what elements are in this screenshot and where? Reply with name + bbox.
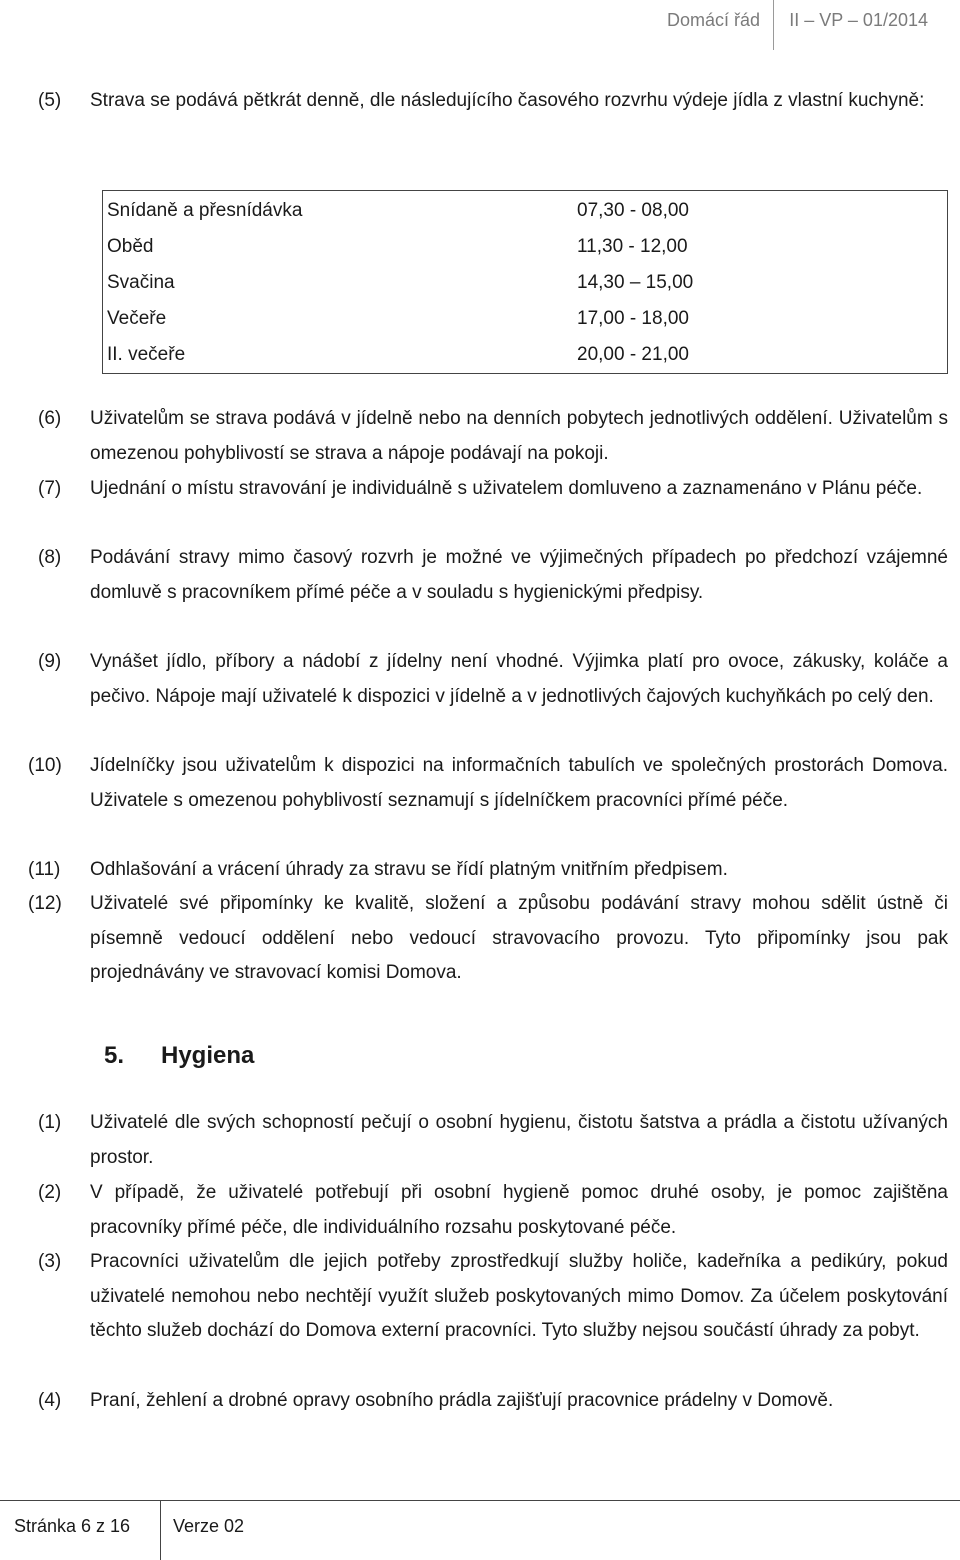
paragraph-number: (2) [38, 1182, 62, 1203]
meal-name: II. večeře [107, 344, 186, 365]
paragraph-text: Uživatelům se strava podává v jídelně nebo na denních pobytech jednotlivých oddělení. Uživatelům s omezenou pohyblivostí se strava a nápoje podávají na pokoji. [90, 408, 948, 464]
paragraph-text: Praní, žehlení a drobné opravy osobního prádla zajišťují pracovnice prádelny v Domově. [90, 1390, 834, 1411]
table-row [103, 337, 948, 374]
paragraph-text: Ujednání o místu stravování je individuálně s uživatelem domluveno a zaznamenáno v Plánu péče. [90, 478, 923, 499]
page-number: Stránka 6 z 16 [14, 1516, 131, 1536]
hygiene-paragraph-1 [38, 1106, 948, 1175]
paragraph-text: Podávání stravy mimo časový rozvrh je možné ve výjimečných případech po předchozí vzájemné domluvě s pracovníkem přímé péče a v souladu s hygienickými předpisy. [90, 547, 948, 603]
meal-name: Večeře [107, 308, 167, 329]
hygiene-paragraph-3 [38, 1245, 948, 1349]
paragraph-text: Strava se podává pětkrát denně, dle následujícího časového rozvrhu výdeje jídla z vlastní kuchyně: [90, 90, 925, 111]
paragraph-7 [38, 472, 948, 507]
table-row [103, 265, 948, 301]
paragraph-text: Pracovníci uživatelům dle jejich potřeby zprostředkují služby holiče, kadeřníka a pedikúry, pokud uživatelé nemohou nebo nechtějí využít služeb poskytovaných mimo Domov. Za účelem poskytování těchto služeb dochází do Domova externí pracovníci. Tyto služby nejsou součástí úhrady za pobyt. [90, 1251, 948, 1341]
paragraph-number: (7) [38, 478, 62, 499]
paragraph-5 [38, 84, 948, 119]
paragraph-number: (6) [38, 408, 62, 429]
meal-name: Svačina [107, 272, 175, 293]
meal-time: 14,30 – 15,00 [577, 272, 694, 293]
paragraph-text: Uživatelé dle svých schopností pečují o osobní hygienu, čistotu šatstva a prádla a čistotu užívaných prostor. [90, 1112, 948, 1168]
meal-time: 17,00 - 18,00 [577, 308, 689, 329]
meal-time: 07,30 - 08,00 [577, 200, 689, 221]
paragraph-number: (9) [38, 651, 62, 672]
paragraph-text: Vynášet jídlo, příbory a nádobí z jídelny není vhodné. Výjimka platí pro ovoce, zákusky, koláče a pečivo. Nápoje mají uživatelé k dispozici v jídelně a v jednotlivých čajových kuchyňkách po celý den. [90, 651, 948, 707]
version-label: Verze 02 [173, 1516, 245, 1536]
paragraph-12 [28, 887, 948, 991]
table-row [103, 301, 948, 337]
table-row [103, 191, 948, 230]
footer-rule [0, 1500, 960, 1501]
paragraph-number: (1) [38, 1112, 62, 1133]
page-header [0, 0, 960, 44]
meal-schedule-table [102, 190, 948, 374]
hygiene-paragraph-2 [38, 1176, 948, 1245]
paragraph-6 [38, 402, 948, 471]
meal-time: 20,00 - 21,00 [577, 344, 689, 365]
table-row [103, 229, 948, 265]
section-title: Hygiena [161, 1042, 255, 1069]
section-heading [104, 1042, 254, 1070]
paragraph-number: (12) [28, 893, 62, 914]
document-title: Domácí řád [666, 10, 760, 30]
paragraph-number: (5) [38, 90, 62, 111]
meal-time: 11,30 - 12,00 [577, 236, 688, 257]
paragraph-11 [28, 853, 948, 888]
paragraph-number: (8) [38, 547, 62, 568]
hygiene-paragraph-4 [38, 1384, 948, 1419]
paragraph-number: (4) [38, 1390, 62, 1411]
paragraph-text: Jídelníčky jsou uživatelům k dispozici na informačních tabulích ve společných prostorách Domova. Uživatele s omezenou pohyblivostí seznamují s jídelníčkem pracovníci přímé péče. [90, 755, 948, 811]
meal-name: Snídaně a přesnídávka [107, 200, 303, 221]
paragraph-8 [38, 541, 948, 610]
footer-divider [160, 1500, 161, 1560]
paragraph-text: V případě, že uživatelé potřebují při osobní hygieně pomoc druhé osoby, je pomoc zajištěna pracovníky přímé péče, dle individuálního rozsahu poskytované péče. [90, 1182, 948, 1238]
paragraph-10 [28, 749, 948, 818]
document-code: II – VP – 01/2014 [789, 10, 928, 30]
paragraph-9 [38, 645, 948, 714]
section-number: 5. [104, 1042, 125, 1069]
header-divider [773, 0, 774, 50]
paragraph-text: Odhlašování a vrácení úhrady za stravu se řídí platným vnitřním předpisem. [90, 859, 728, 880]
paragraph-text: Uživatelé své připomínky ke kvalitě, složení a způsobu podávání stravy mohou sdělit ústně či písemně vedoucí oddělení nebo vedoucí stravovacího provozu. Tyto připomínky jsou pak projednávány ve stravovací komisi Domova. [90, 893, 948, 983]
paragraph-number: (3) [38, 1251, 62, 1272]
paragraph-number: (10) [28, 755, 62, 776]
meal-name: Oběd [107, 236, 154, 257]
paragraph-number: (11) [28, 859, 61, 880]
